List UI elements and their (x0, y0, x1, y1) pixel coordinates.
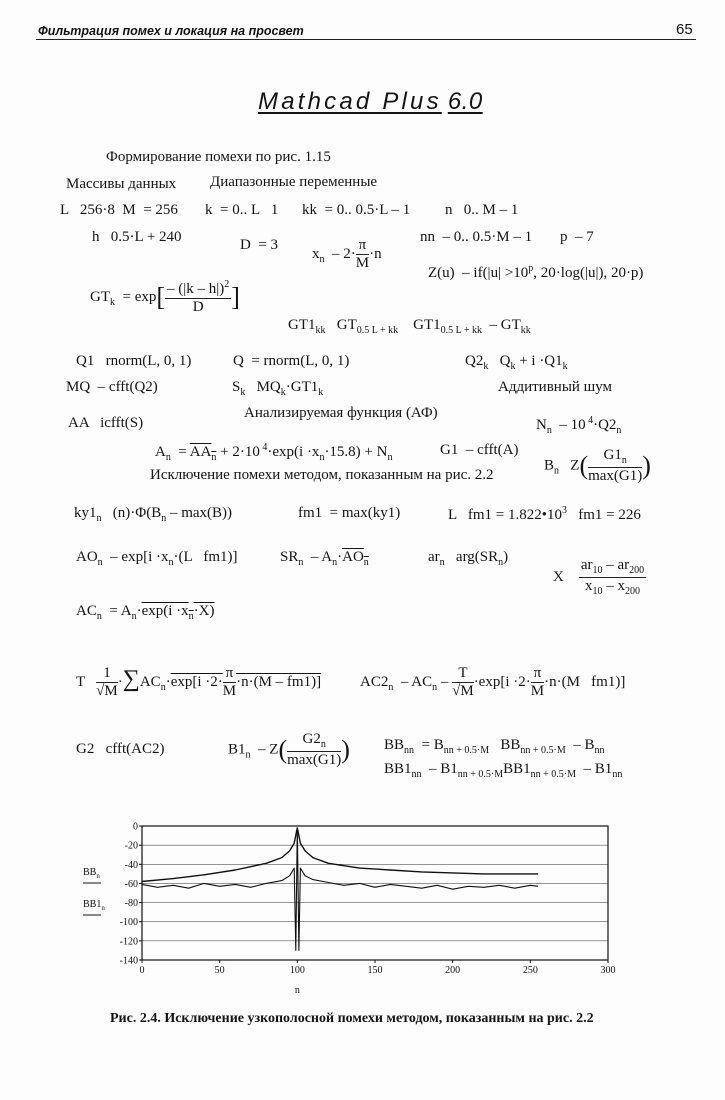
formula-B1: $B1_n - Z$( $\frac{G2_n}{\max(G1)}$ ) (228, 731, 350, 768)
fm1-exponent: 3 (561, 505, 567, 516)
chart-axes (139, 826, 608, 963)
formula-AC: $AC_n = A_n\cdot\exp(i \cdot x_n\cdot X)$ (76, 603, 215, 622)
y-tick-label: -20 (124, 840, 138, 852)
y-axis-series-subscript: n (101, 904, 105, 912)
formula-GT: $GT_k = \exp$[ $\frac{- (|k - h|)^2}{D}$ ] (90, 279, 240, 315)
formula-kk-range: kk = 0.. 0.5·L – 1 (302, 202, 411, 218)
formula-X: X $\frac{ar_{10} - ar_{200}}{x_{10} - x_{200}}$ (553, 557, 645, 597)
formula-S: $S_k$ $MQ_k\cdot GT1_k$ (232, 379, 324, 398)
title-version: 6.0 (447, 88, 483, 115)
fm1-int-value: fm1 = 226 (578, 507, 641, 523)
formula-p: p – 7 (560, 229, 594, 245)
x-tick-label: 300 (600, 965, 616, 976)
analyzed-function-label: Анализируемая функция (АФ) (244, 405, 438, 421)
formula-BB: $BB_{nn} = B_{nn + 0.5\cdot M}$ $BB_{nn + 0.5\cdot M} - B_{nn}$ (384, 737, 605, 756)
plot-frame (142, 826, 608, 960)
formula-fm1: fm1 = max(ky1) (298, 505, 401, 521)
y-axis-series-label: $BB_n$ (83, 867, 100, 880)
formula-x: $x_n - 2\cdot$ $\frac{\pi}{M}$ ·n (312, 237, 382, 271)
formula-A: $A_n = AA_n + 2\cdot 10$ $^4\cdot\exp(i \cdot x_n\cdot 15.8) + N_n$ (155, 442, 393, 463)
header-rule (36, 39, 696, 40)
formula-Z: $Z(u) - if(|u| >10^p$, 20·log(|u|), 20·p) (428, 263, 644, 281)
chart-labels (83, 822, 616, 997)
ranges-label: Диапазонные переменные (210, 174, 378, 190)
additive-noise-label: Аддитивный шум (498, 379, 613, 395)
y-tick-label: -140 (119, 955, 138, 967)
formula-GT1: $GT1_{kk}$ $GT_{0.5 L + kk}$ $GT1_{0.5 L + kk} - GT_{kk}$ (288, 317, 531, 336)
running-title: Фильтрация помех и локация на просвет (38, 24, 304, 38)
formula-Q1: Q1 rnorm(L, 0, 1) (76, 353, 192, 369)
y-tick-label: 0 (133, 821, 138, 833)
formula-h: h 0.5·L + 240 (92, 229, 182, 245)
x-axis-label: n (294, 985, 300, 996)
formula-fm1-value: L $fm1 = 1.822•10^3$ fm1 = 226 (448, 505, 641, 523)
formula-L-M: L 256·8 M = 256 (60, 202, 178, 218)
x-tick-label: 200 (445, 965, 461, 976)
formula-k-range: k = 0.. L 1 (205, 202, 279, 218)
figure-caption: Рис. 2.4. Исключение узкополосной помехи методом, показанным на рис. 2.2 (110, 1011, 594, 1026)
y-tick-label: -80 (124, 898, 138, 910)
formula-ar: $ar_n$ $arg(SR_n)$ (428, 549, 509, 568)
formula-BB1: $BB1_{nn} - B1_{nn + 0.5\cdot M}BB1_{nn + 0.5\cdot M} - B1_{nn}$ (384, 761, 623, 780)
formula-ky1: $ky1_n$ $(n)\cdot\Phi(B_n - \max(B))$ (74, 505, 233, 524)
series-line-bb1 (142, 828, 538, 951)
section-title (258, 88, 483, 116)
formula-AC2: $AC2_n - AC_n$ – $\frac{T}{√M}$ ·exp[i ·2· $\frac{\pi}{M}$ ·n·(M fm1)] (360, 665, 626, 699)
formula-nn-range: nn – 0.. 0.5·M – 1 (420, 229, 533, 245)
exclusion-label: Исключение помехи методом, показанным на рис. 2.2 (150, 467, 494, 483)
chart-series (142, 828, 538, 951)
y-tick-label: -40 (124, 859, 138, 871)
formula-D: D = 3 (240, 237, 279, 253)
y-axis-series-subscript: n (96, 872, 100, 880)
x-tick-label: 150 (367, 965, 383, 976)
formula-G2: G2 cfft(AC2) (76, 741, 165, 757)
formula-SR: $SR_n - A_n\cdot AO_n$ (280, 549, 369, 568)
formula-MQ: MQ – cfft(Q2) (66, 379, 158, 395)
formula-T: T $\frac{1}{√M}$ $\cdot\sum AC_n\cdot\exp[i \cdot 2\cdot$ $\frac{\pi}{M}$ ·n·(M – fm1)] (76, 665, 322, 699)
formula-B: $B_n$ Z( $\frac{G1_n}{\max(G1)}$ ) (544, 447, 651, 484)
chart-grid (142, 826, 608, 960)
formula-Q2: $Q2_k$ $Q_k + i \cdot Q1_k$ (465, 353, 568, 372)
x-tick-label: 250 (522, 965, 538, 976)
x-tick-label: 100 (289, 965, 305, 976)
x-tick-label: 0 (139, 965, 145, 976)
fm1-value: fm1 = 1.822•10 (467, 507, 562, 523)
x-tick-label: 50 (214, 965, 225, 976)
formula-AA: AA icfft(S) (68, 415, 144, 431)
spectrum-chart (75, 815, 635, 1000)
y-axis-series-label: $BB1_n$ (83, 899, 105, 912)
formula-n-range: n 0.. M – 1 (445, 202, 519, 218)
title-text: Mathcad Plus (258, 88, 442, 115)
y-tick-label: -120 (119, 936, 138, 948)
y-tick-label: -100 (119, 917, 138, 929)
formula-G1: G1 – cfft(A) (440, 442, 519, 458)
y-tick-label: -60 (124, 878, 138, 890)
formula-N: $N_n - 10$ $^4\cdot Q2_n$ (536, 415, 622, 436)
page-number: 65 (676, 21, 693, 38)
intro-text: Формирование помехи по рис. 1.15 (106, 149, 331, 165)
formula-Q: Q = rnorm(L, 0, 1) (233, 353, 350, 369)
formula-AO: $AO_n - \exp[i \cdot x_n\cdot(L$ fm1)] (76, 549, 238, 568)
arrays-label: Массивы данных (66, 176, 177, 192)
series-line-bb (142, 828, 538, 882)
